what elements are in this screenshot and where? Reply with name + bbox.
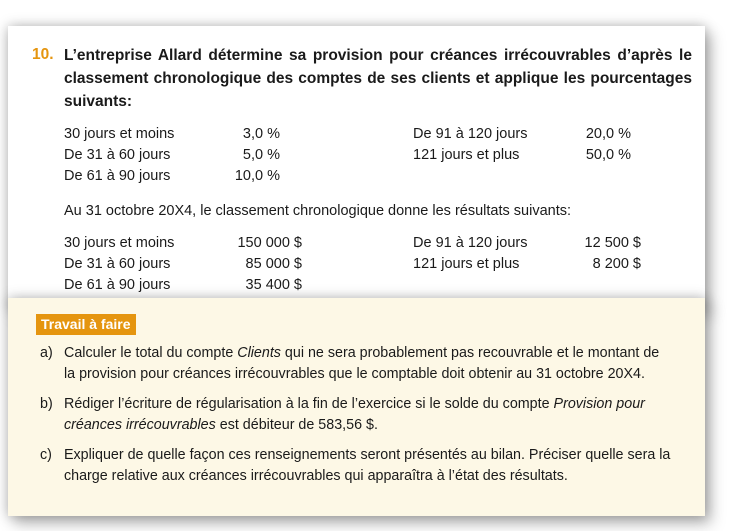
task-text: Calculer le total du compte Clients qui ne sera probablement pas recouvrable et le montant de la provision pour créances irrécouvrables que le comptable doit obtenir au 31 octobre 20X4.: [64, 345, 660, 382]
amount-value: 8 200 $: [592, 256, 641, 272]
question-text: L’entreprise Allard détermine sa provision pour créances irrécouvrables d’après le classement chronologique des comptes de ses clients et applique les pourcentages suivants:: [64, 47, 692, 110]
list-item: [64, 254, 302, 275]
task-label: c): [40, 447, 52, 463]
task-label: b): [40, 396, 53, 412]
age-label: 121 jours et plus: [413, 256, 520, 272]
question-header: [32, 44, 692, 113]
intro-text: Au 31 octobre 20X4, le classement chronologique donne les résultats suivants:: [64, 203, 572, 219]
percentages-right: [413, 124, 631, 166]
percentages-left: [64, 124, 280, 187]
age-label: De 91 à 120 jours: [413, 126, 528, 142]
amount-value: 12 500 $: [584, 235, 641, 251]
list-item: [413, 145, 631, 166]
age-label: De 91 à 120 jours: [413, 235, 528, 251]
task-item: [40, 394, 672, 435]
amounts-right: [413, 233, 641, 275]
question-number: 10.: [32, 46, 54, 63]
percent-value: 20,0 %: [585, 126, 631, 142]
task-text: Expliquer de quelle façon ces renseignements seront présentés au bilan. Préciser quelle sera la charge relative aux créances irrécouvrables qui apparaîtra à l’état des résultats.: [64, 447, 671, 484]
list-item: [64, 145, 280, 166]
age-label: 30 jours et moins: [64, 235, 175, 251]
task-label: a): [40, 345, 53, 361]
percent-value: 10,0 %: [234, 168, 280, 184]
list-item: [413, 124, 631, 145]
amount-value: 150 000 $: [237, 235, 302, 251]
task-item: [40, 445, 672, 486]
amount-value: 35 400 $: [245, 277, 302, 293]
age-label: De 61 à 90 jours: [64, 168, 171, 184]
amounts-left: [64, 233, 302, 296]
list-item: [64, 233, 302, 254]
amount-value: 85 000 $: [245, 256, 302, 272]
percent-value: 5,0 %: [242, 147, 280, 163]
list-item: [413, 254, 641, 275]
list-item: [413, 233, 641, 254]
age-label: De 31 à 60 jours: [64, 147, 171, 163]
list-item: [64, 124, 280, 145]
list-item: [64, 275, 302, 296]
age-label: 121 jours et plus: [413, 147, 520, 163]
work-badge: Travail à faire: [36, 314, 136, 335]
age-label: 30 jours et moins: [64, 126, 175, 142]
task-text: Rédiger l’écriture de régularisation à la fin de l’exercice si le solde du compte Provision pour créances irrécouvrables est débiteur de 583,56 $.: [64, 396, 645, 433]
percent-value: 3,0 %: [242, 126, 280, 142]
percent-value: 50,0 %: [585, 147, 631, 163]
list-item: [64, 166, 280, 187]
age-label: De 61 à 90 jours: [64, 277, 171, 293]
task-item: [40, 343, 672, 384]
task-list: [40, 343, 672, 496]
age-label: De 31 à 60 jours: [64, 256, 171, 272]
